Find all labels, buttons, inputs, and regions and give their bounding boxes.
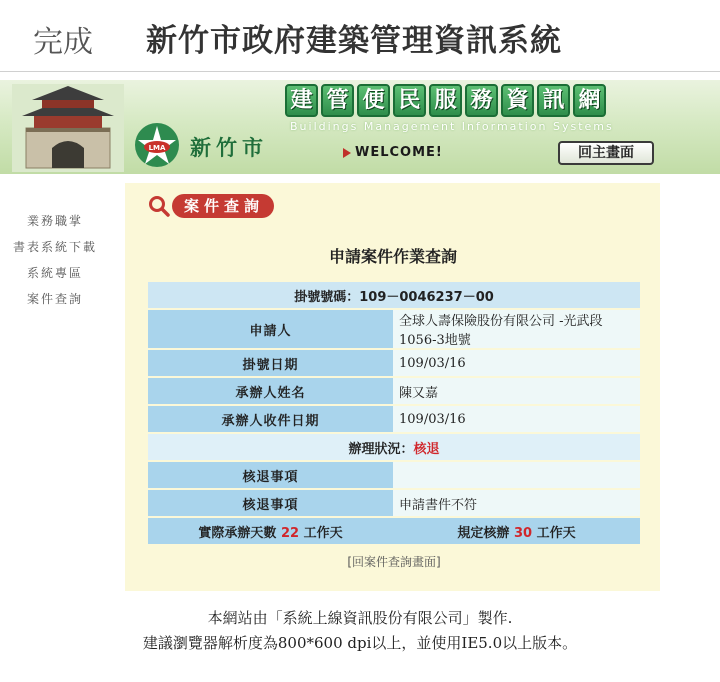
field-label: 承辦人姓名	[148, 378, 393, 404]
rule-days-value: 30	[513, 525, 533, 541]
field-label: 承辦人收件日期	[148, 406, 393, 432]
city-gate-illustration	[12, 84, 124, 172]
headline-char: 管	[321, 84, 354, 117]
rule-days-cell	[393, 518, 640, 544]
rule-days-suffix: 工作天	[536, 525, 576, 541]
table-row	[148, 518, 640, 544]
headline-char: 資	[501, 84, 534, 117]
welcome-message	[343, 145, 443, 160]
magnifier-icon	[148, 195, 170, 217]
section-tag-label: 案件查詢	[172, 194, 274, 218]
table-row	[148, 282, 640, 308]
case-info-table	[148, 280, 640, 546]
headline-char: 便	[357, 84, 390, 117]
field-value: 陳又嘉	[393, 378, 640, 404]
sidebar-item-forms-download[interactable]: 書表系統下載	[12, 240, 97, 254]
query-heading: 申請案件作業查詢	[328, 247, 457, 266]
city-logo-icon	[132, 120, 182, 170]
actual-days-cell	[148, 518, 393, 544]
field-label: 申請人	[148, 310, 393, 348]
city-name: 新竹市	[190, 135, 268, 160]
status-badge: 核退	[413, 441, 440, 457]
app-bar	[0, 0, 720, 72]
field-value: 申請書件不符	[393, 490, 640, 516]
home-button[interactable]: 回主畫面	[558, 141, 654, 165]
headline-char: 訊	[537, 84, 570, 117]
sidebar-nav	[10, 212, 100, 316]
register-number-value: 109－0046237－00	[359, 289, 494, 305]
footer-browser-note: 建議瀏覽器解析度為800*600 dpi以上，並使用IE5.0以上版本。	[142, 634, 578, 652]
site-headline	[285, 84, 606, 117]
sidebar-item-case-query[interactable]: 案件查詢	[26, 292, 83, 306]
actual-days-value: 22	[280, 525, 300, 541]
headline-char: 服	[429, 84, 462, 117]
footer-credit: 本網站由「系統上線資訊股份有限公司」製作.	[207, 609, 513, 627]
table-row	[148, 350, 640, 376]
status-label: 辦理狀況：	[348, 441, 414, 457]
table-row	[148, 462, 640, 488]
register-number-label: 掛號號碼：	[294, 289, 360, 305]
back-to-query-link[interactable]: [回案件查詢畫面]	[347, 555, 441, 569]
actual-days-prefix: 實際承辦天數	[198, 525, 277, 541]
section-tag	[148, 193, 274, 219]
headline-char: 建	[285, 84, 318, 117]
sidebar-item-duties[interactable]: 業務職掌	[26, 214, 83, 228]
table-row	[148, 406, 640, 432]
field-label: 核退事項	[148, 462, 393, 488]
field-value: 全球人壽保險股份有限公司 -光武段1056-3地號	[393, 310, 640, 348]
field-label: 核退事項	[148, 490, 393, 516]
done-button[interactable]: 完成	[33, 25, 93, 60]
rule-days-prefix: 規定核辦	[457, 525, 510, 541]
table-row	[148, 378, 640, 404]
headline-char: 網	[573, 84, 606, 117]
field-value: 109/03/16	[393, 350, 640, 376]
field-value	[393, 462, 640, 488]
table-row	[148, 310, 640, 348]
status-cell	[148, 434, 640, 460]
page-title: 新竹市政府建築管理資訊系統	[146, 23, 562, 59]
site-banner	[0, 80, 720, 174]
play-triangle-icon	[343, 148, 351, 158]
site-subtitle: Buildings Management Information Systems	[290, 120, 614, 133]
sidebar-item-system-area[interactable]: 系統專區	[26, 266, 83, 280]
headline-char: 民	[393, 84, 426, 117]
field-label: 掛號日期	[148, 350, 393, 376]
actual-days-suffix: 工作天	[303, 525, 343, 541]
site-footer	[0, 606, 720, 656]
welcome-text: WELCOME!	[355, 145, 443, 160]
table-row	[148, 490, 640, 516]
table-row	[148, 434, 640, 460]
register-number-cell	[148, 282, 640, 308]
headline-char: 務	[465, 84, 498, 117]
logo-text: LMA	[148, 144, 166, 152]
field-value: 109/03/16	[393, 406, 640, 432]
